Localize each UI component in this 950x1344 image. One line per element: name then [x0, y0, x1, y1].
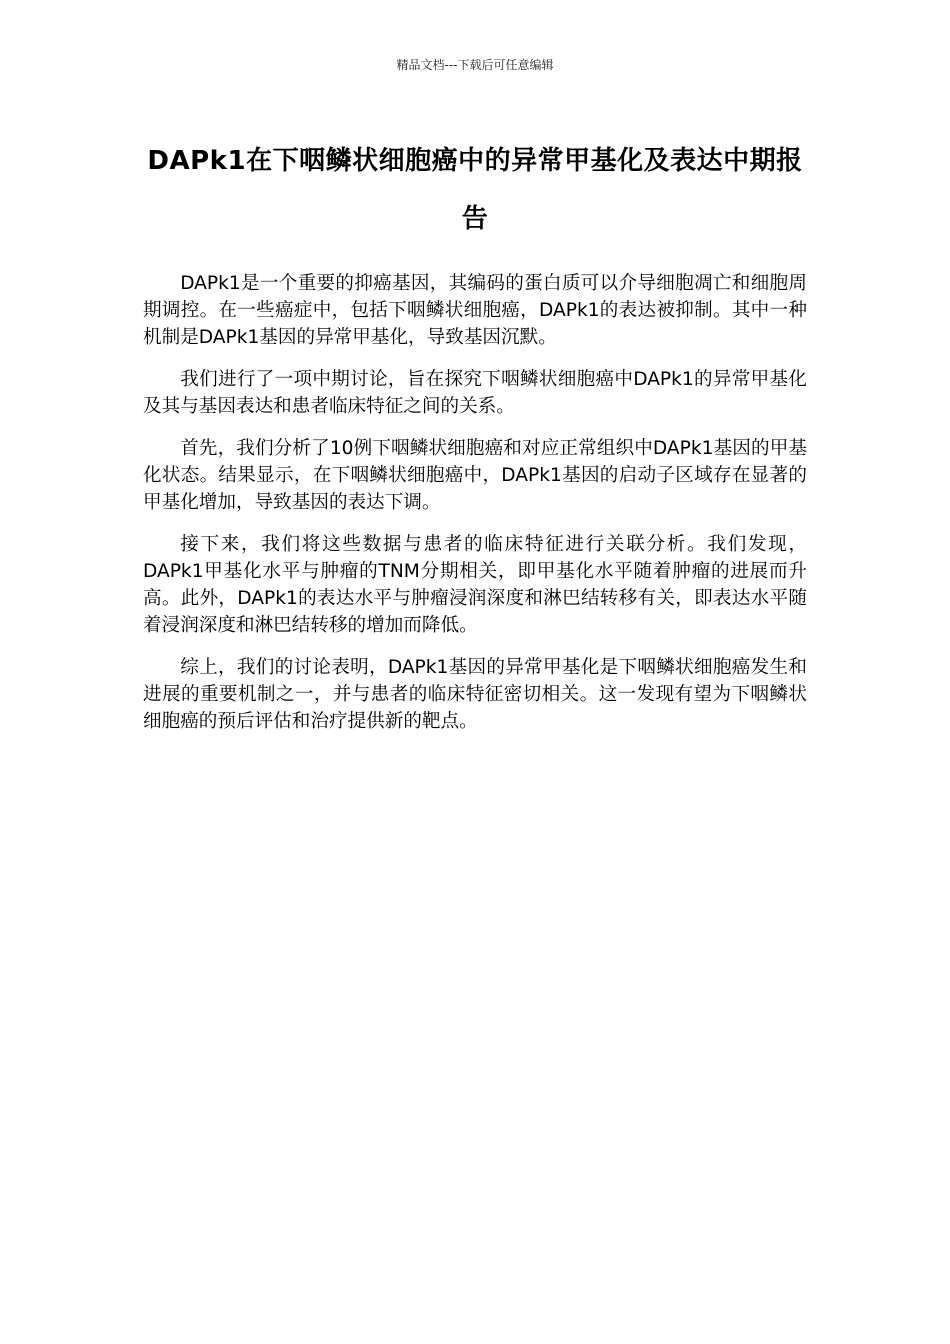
- document-title: DAPk1在下咽鳞状细胞癌中的异常甲基化及表达中期报告: [147, 146, 803, 234]
- document-body: [143, 270, 807, 750]
- paragraph-clinical-correlation: 接下来，我们将这些数据与患者的临床特征进行关联分析。我们发现，DAPk1甲基化水平与肿瘤的TNM分期相关，即甲基化水平随着肿瘤的进展而升高。此外，DAPk1的表达水平与肿瘤浸润深度和淋巴结转移有关，即表达水平随着浸润深度和淋巴结转移的增加而降低。: [143, 534, 807, 636]
- paragraph-methylation-analysis: 首先，我们分析了10例下咽鳞状细胞癌和对应正常组织中DAPk1基因的甲基化状态。结果显示，在下咽鳞状细胞癌中，DAPk1基因的启动子区域存在显著的甲基化增加，导致基因的表达下调。: [143, 438, 807, 513]
- paragraph-intro: DAPk1是一个重要的抑癌基因，其编码的蛋白质可以介导细胞凋亡和细胞周期调控。在一些癌症中，包括下咽鳞状细胞癌，DAPk1的表达被抑制。其中一种机制是DAPk1基因的异常甲基化，导致基因沉默。: [143, 273, 807, 348]
- paragraph-purpose: 我们进行了一项中期讨论，旨在探究下咽鳞状细胞癌中DAPk1的异常甲基化及其与基因表达和患者临床特征之间的关系。: [143, 369, 807, 417]
- paragraph-conclusion: 综上，我们的讨论表明，DAPk1基因的异常甲基化是下咽鳞状细胞癌发生和进展的重要机制之一，并与患者的临床特征密切相关。这一发现有望为下咽鳞状细胞癌的预后评估和治疗提供新的靶点。: [143, 657, 807, 732]
- page-header: 精品文档---下载后可任意编辑: [396, 58, 554, 72]
